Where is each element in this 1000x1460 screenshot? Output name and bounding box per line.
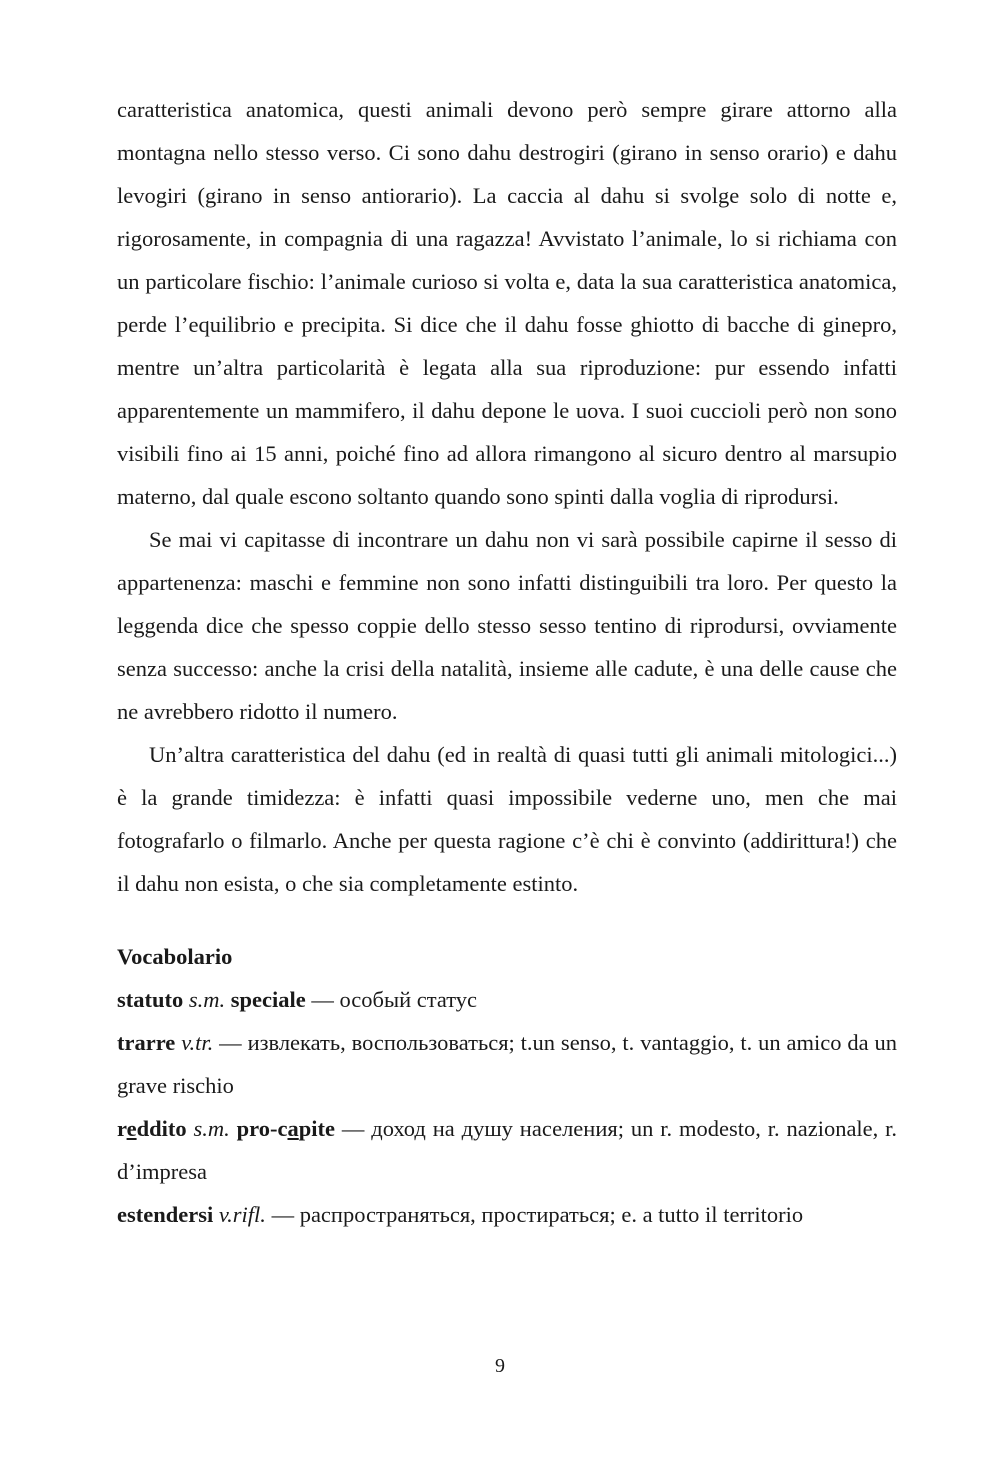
vocab-term: trarre <box>117 1030 176 1055</box>
vocab-term-part: ddito <box>136 1116 187 1141</box>
vocab-term-2: speciale <box>230 987 306 1012</box>
vocab-term-part: r <box>117 1116 127 1141</box>
vocab-separator: — <box>271 1202 295 1227</box>
vocab-entry-reddito <box>117 1107 897 1193</box>
stress-mark: e <box>126 1116 137 1141</box>
vocab-definition: извлекать, воспользоваться; t.un senso, t. vantaggio, t. un amico da un grave rischio <box>117 1030 898 1098</box>
vocab-entry-estendersi <box>117 1193 897 1236</box>
vocab-separator: — <box>341 1116 365 1141</box>
page-number: 9 <box>495 1355 505 1377</box>
vocab-grammar: s.m. <box>193 1116 230 1141</box>
paragraph-3: Un’altra caratteristica del dahu (ed in realtà di quasi tutti gli animali mitologici...) è la grande timidezza: è infatti quasi impossibile vederne uno, men che mai fotografarlo o filmarlo. Anche per questa ragione c’è chi è convinto (addirittura!) che il dahu non esista, o che sia completamente estinto. <box>117 742 897 896</box>
vocabulary-heading: Vocabolario <box>117 944 233 969</box>
vocab-definition: доход на душу населения; un r. modesto, r. nazionale, r. d’impresa <box>117 1116 898 1184</box>
vocab-term-part: pro-c <box>236 1116 288 1141</box>
vocab-separator: — <box>219 1030 242 1055</box>
stress-mark: a <box>287 1116 299 1141</box>
vocab-definition: особый статус <box>339 987 478 1012</box>
vocab-separator: — <box>311 987 334 1012</box>
vocab-term: estendersi <box>117 1202 214 1227</box>
vocab-grammar: v.tr. <box>181 1030 214 1055</box>
vocab-entry-statuto <box>117 978 897 1021</box>
vocab-grammar: v.rifl. <box>218 1202 266 1227</box>
vocab-term-part: pite <box>298 1116 335 1141</box>
vocab-entry-trarre <box>117 1021 897 1107</box>
vocab-term: statuto <box>117 987 184 1012</box>
vocab-definition: распространяться, простираться; e. a tutto il territorio <box>299 1202 804 1227</box>
vocab-grammar: s.m. <box>188 987 226 1012</box>
page-body <box>117 88 897 1236</box>
vocab-term <box>117 1116 187 1141</box>
paragraph-2: Se mai vi capitasse di incontrare un dahu non vi sarà possibile capirne il sesso di appartenenza: maschi e femmine non sono infatti distinguibili tra loro. Per questo la leggenda dice che spesso coppie dello stesso sesso tentino di riprodursi, ovviamente senza successo: anche la crisi della natalità, insieme alle cadute, è una delle cause che ne avrebbero ridotto il numero. <box>117 527 897 724</box>
vocab-term-2 <box>237 1116 335 1141</box>
paragraph-1: caratteristica anatomica, questi animali devono però sempre girare attorno alla montagna nello stesso verso. Ci sono dahu destrogiri (girano in senso orario) e dahu levogiri (girano in senso antiorario). La caccia al dahu si svolge solo di notte e, rigorosamente, in compagnia di una ragazza! Avvistato l’animale, lo si richiama con un particolare fischio: l’animale curioso si volta e, data la sua caratteristica anatomica, perde l’equilibrio e precipita. Si dice che il dahu fosse ghiotto di bacche di ginepro, mentre un’altra particolarità è legata alla sua riproduzione: pur essendo infatti apparentemente un mammifero, il dahu depone le uova. I suoi cuccioli però non sono visibili fino ai 15 anni, poiché fino ad allora rimangono al sicuro dentro al marsupio materno, dal quale escono soltanto quando sono spinti dalla voglia di riprodursi. <box>117 97 897 509</box>
